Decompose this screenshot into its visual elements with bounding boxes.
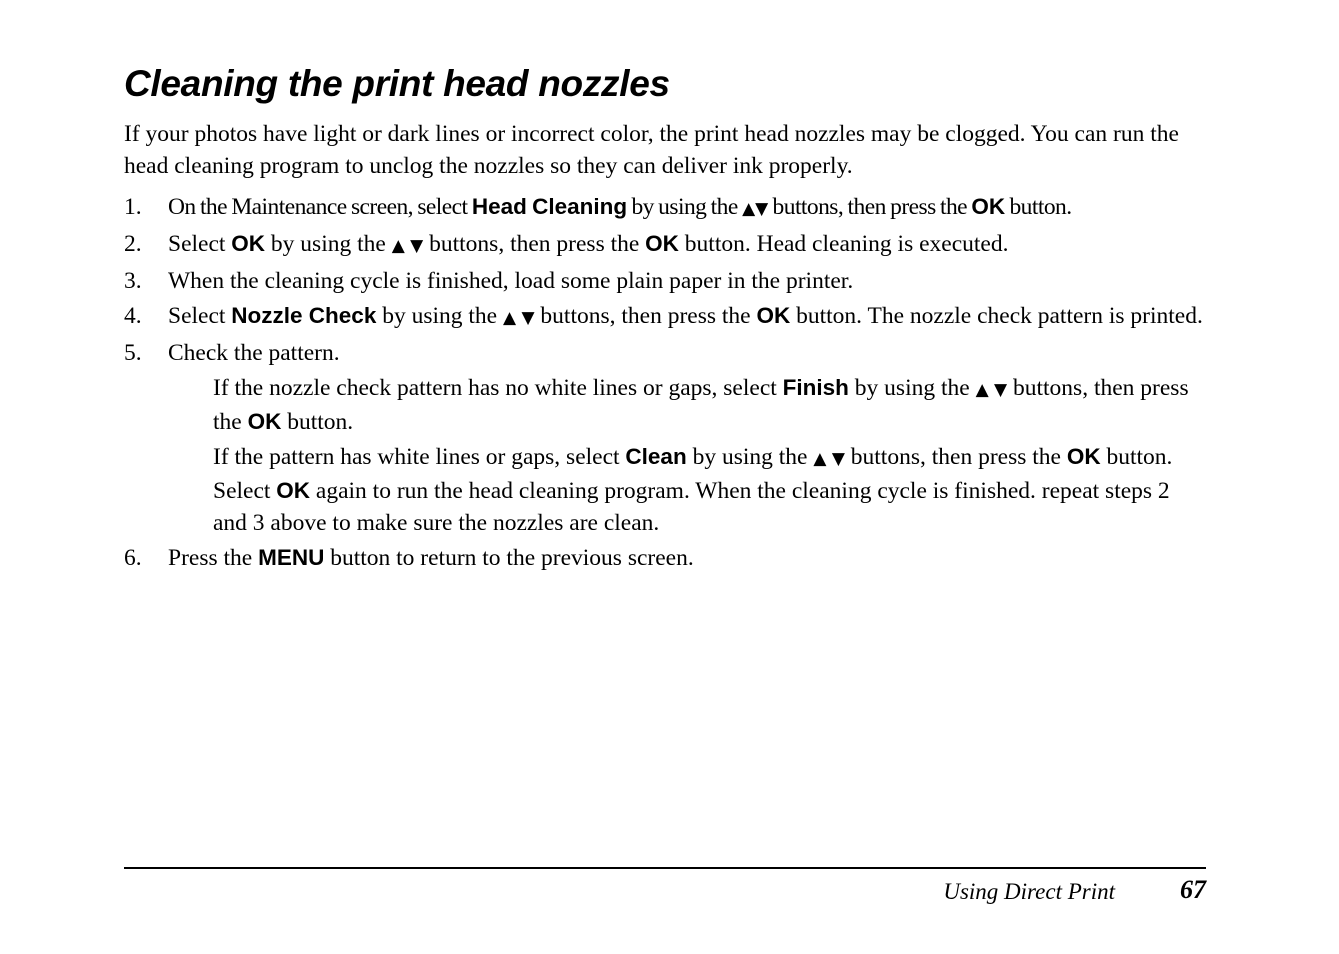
ui-label-ok: OK (276, 478, 311, 503)
step-text-part: button. Head cleaning is executed. (678, 231, 1009, 257)
step-text-part: buttons, then press the (844, 444, 1067, 470)
page-title: Cleaning the print head nozzles (124, 63, 670, 104)
step-text: Check the pattern. (168, 340, 340, 366)
step-text-part: buttons, then press the (534, 303, 757, 329)
step-text (168, 300, 1206, 334)
ui-label-head-cleaning: Head Cleaning (471, 194, 628, 219)
ui-label-ok: OK (971, 194, 1006, 219)
step-3 (124, 265, 1206, 297)
ui-label-ok: OK (1066, 444, 1101, 469)
footer-rule (124, 867, 1206, 869)
up-down-arrows-icon: ▲ ▼ (391, 236, 424, 256)
step-number: 2. (124, 231, 142, 257)
up-down-arrows-icon: ▲▼ (742, 199, 769, 219)
step-text-part: Press the (168, 545, 259, 571)
step-text-part: button to return to the previous screen. (324, 545, 694, 571)
step-text (168, 191, 1206, 225)
step-number: 6. (124, 545, 142, 571)
ui-label-ok: OK (231, 231, 266, 256)
up-down-arrows-icon: ▲ ▼ (813, 449, 845, 469)
step-4 (124, 300, 1206, 334)
step-text-part: button. (281, 409, 354, 435)
step-text: When the cleaning cycle is finished, load some plain paper in the printer. (168, 268, 854, 294)
steps-list (124, 191, 1206, 577)
step-text (168, 542, 1206, 574)
step-text-part: by using the (848, 375, 976, 401)
step-text-part: Select (168, 303, 232, 329)
step-text-part: button. Select (213, 444, 1173, 504)
step-text-part: buttons, then press the (213, 375, 1189, 435)
step-5 (124, 337, 1206, 539)
step-text-part: by using the (265, 231, 392, 257)
step-text-part: buttons, then press the (423, 231, 646, 257)
step-number: 5. (124, 340, 142, 366)
ui-label-menu: MENU (258, 545, 325, 570)
ui-label-clean: Clean (625, 444, 687, 469)
step-text-part: If the nozzle check pattern has no white lines or gaps, select (213, 375, 783, 401)
step-text-part: Select (168, 231, 232, 257)
ui-label-ok: OK (645, 231, 679, 256)
sub-step-no-gaps (213, 372, 1206, 438)
step-6 (124, 542, 1206, 574)
footer-section-title: Using Direct Print (943, 879, 1115, 904)
intro-paragraph: If your photos have light or dark lines or incorrect color, the print head nozzles may be clogged. You can run the head cleaning program to unclog the nozzles so they can deliver ink properly. (124, 121, 1179, 179)
step-number: 4. (124, 303, 142, 329)
step-1 (124, 191, 1206, 225)
step-text-part: again to run the head cleaning program. When the cleaning cycle is finished. repeat steps 2 and 3 above to make sure the nozzles are clean. (213, 478, 1170, 536)
ui-label-nozzle-check: Nozzle Check (231, 303, 377, 328)
page-number: 67 (1180, 875, 1206, 904)
step-text-part: by using the (376, 303, 503, 329)
step-number: 1. (124, 194, 142, 220)
up-down-arrows-icon: ▲ ▼ (975, 380, 1008, 400)
step-text (168, 228, 1206, 262)
step-text-part: button. The nozzle check pattern is printed. (790, 303, 1203, 329)
ui-label-ok: OK (247, 409, 282, 434)
step-text-part: On the Maintenance screen, select (168, 194, 472, 220)
step-text-part: If the pattern has white lines or gaps, select (213, 444, 626, 470)
up-down-arrows-icon: ▲ ▼ (502, 308, 535, 328)
step-text-part: button. (1005, 194, 1072, 220)
ui-label-finish: Finish (782, 375, 849, 400)
step-number: 3. (124, 268, 142, 294)
step-text-part: buttons, then press the (768, 194, 972, 220)
step-2 (124, 228, 1206, 262)
ui-label-ok: OK (756, 303, 791, 328)
step-text-part: by using the (686, 444, 814, 470)
step-text-part: by using the (627, 194, 743, 220)
sub-step-with-gaps (213, 441, 1206, 539)
